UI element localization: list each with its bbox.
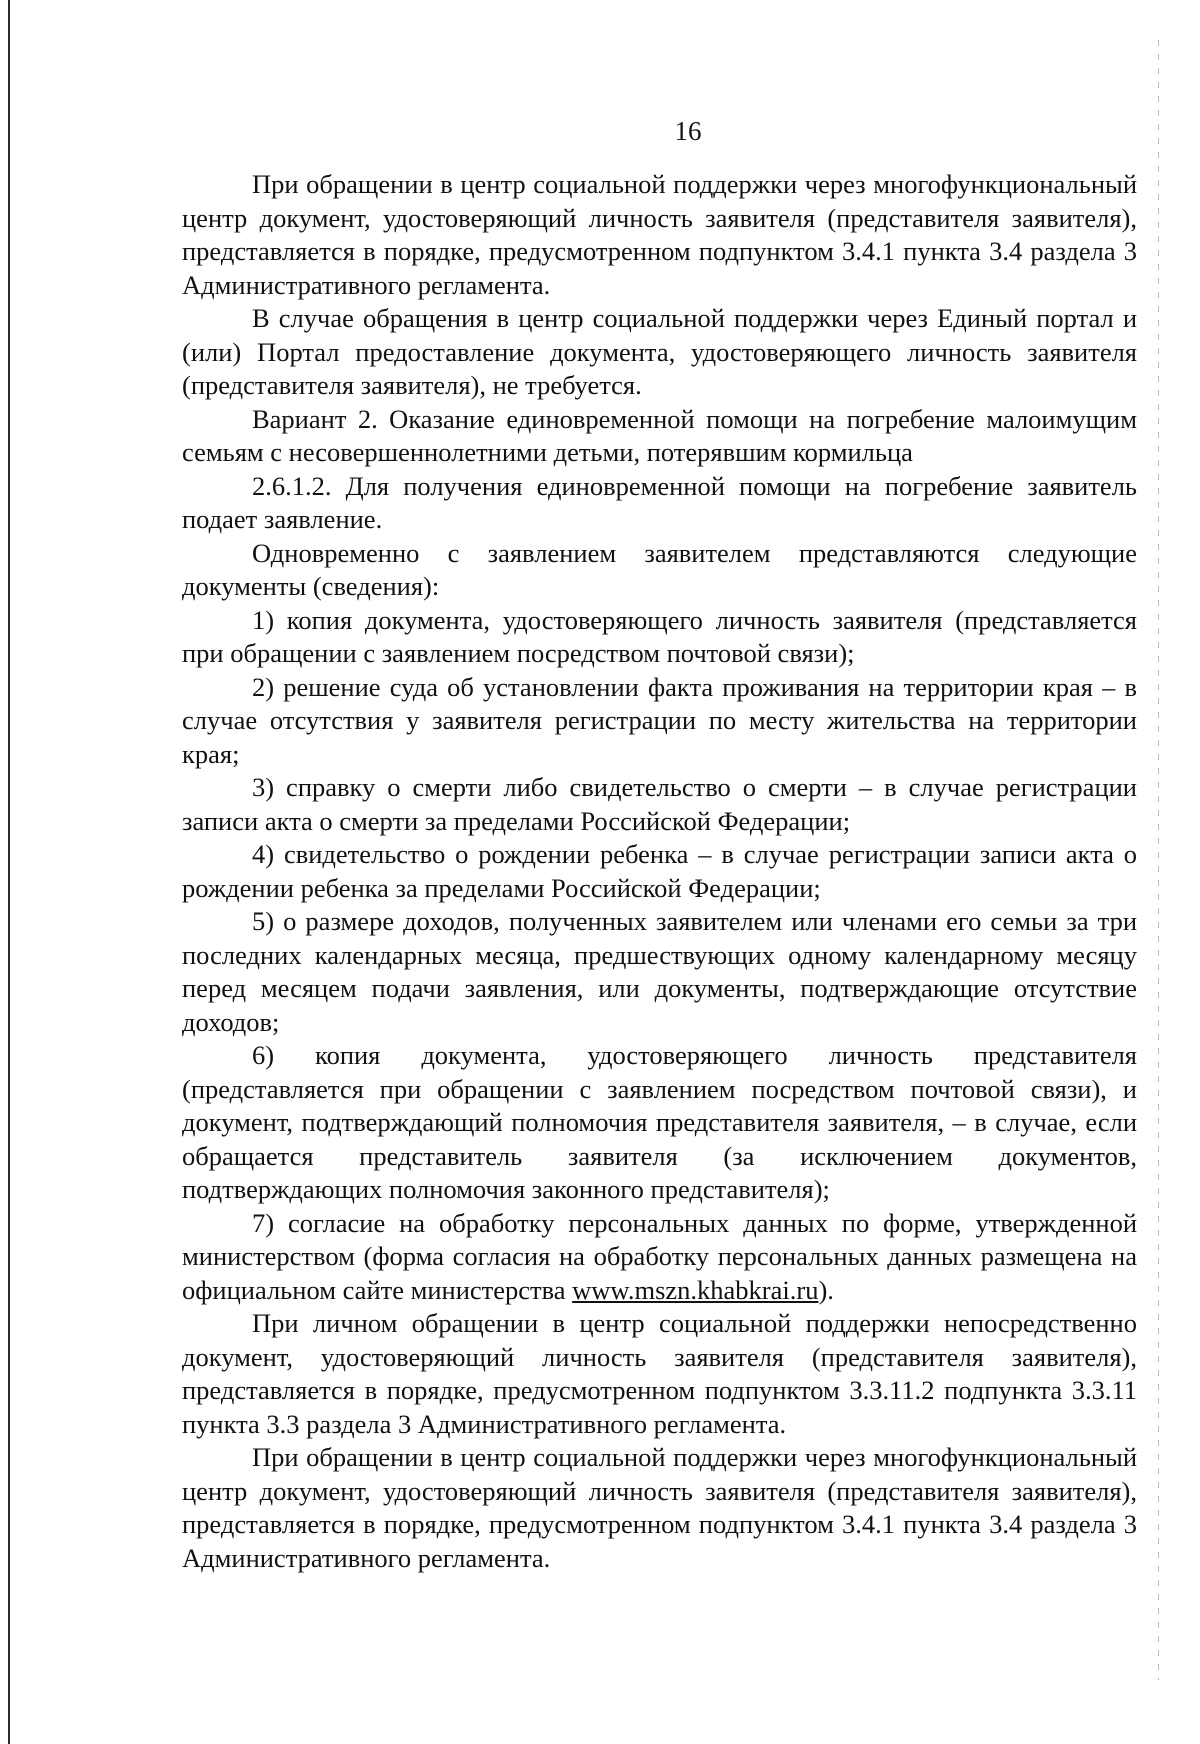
paragraph-mfc-identity-repeat: При обращении в центр социальной поддержки через многофункциональный центр документ, удостоверяющий личность заявителя (представителя заявителя), представляется в порядке, предусмотренном подпунктом 3.4.1 пункта 3.4 раздела 3 Административного регламента. (182, 1442, 1137, 1573)
list-item-3: 3) справку о смерти либо свидетельство о смерти – в случае регистрации записи акта о смерти за пределами Российской Федерации; (182, 772, 1137, 836)
list-item-4: 4) свидетельство о рождении ребенка – в случае регистрации записи акта о рождении ребенка за пределами Российской Федерации; (182, 839, 1137, 903)
list-item-7 (182, 1207, 1137, 1308)
scan-edge-right (1158, 40, 1159, 1680)
paragraph-2-6-1-2: 2.6.1.2. Для получения единовременной помощи на погребение заявитель подает заявление. (182, 470, 1137, 534)
paragraph-personal-visit-identity: При личном обращении в центр социальной поддержки непосредственно документ, удостоверяющий личность заявителя (представителя заявителя), представляется в порядке, предусмотренном подпунктом 3.3.11.2 подпункта 3.3.11 пункта 3.3 раздела 3 Административного регламента. (182, 1308, 1137, 1439)
list-item-1: 1) копия документа, удостоверяющего личность заявителя (представляется при обращении с заявлением посредством почтовой связи); (182, 604, 1137, 668)
paragraph-variant-2: Вариант 2. Оказание единовременной помощи на погребение малоимущим семьям с несовершеннолетними детьми, потерявшим кормильца (182, 403, 1137, 467)
paragraph-mfc-identity: При обращении в центр социальной поддержки через многофункциональный центр документ, удостоверяющий личность заявителя (представителя заявителя), представляется в порядке, предусмотренном подпунктом 3.4.1 пункта 3.4 раздела 3 Административного регламента. (182, 169, 1137, 300)
list-item-7-end: ). (818, 1274, 834, 1305)
list-item-5: 5) о размере доходов, полученных заявителем или членами его семьи за три последних календарных месяца, предшествующих одному календарному месяцу перед месяцем подачи заявления, или документы, подтверждающие отсутствие доходов; (182, 906, 1137, 1037)
page-number: 16 (674, 116, 702, 146)
document-body (182, 168, 1137, 1575)
list-item-6: 6) копия документа, удостоверяющего личность представителя (представляется при обращении с заявлением посредством почтовой связи), и документ, подтверждающий полномочия представителя заявителя, – в случае, если обращается представитель заявителя (за исключением документов, подтверждающих полномочия законного представителя); (182, 1040, 1137, 1204)
list-item-2: 2) решение суда об установлении факта проживания на территории края – в случае отсутствия у заявителя регистрации по месту жительства на территории края; (182, 671, 1137, 769)
paragraph-portal-identity: В случае обращения в центр социальной поддержки через Единый портал и (или) Портал предоставление документа, удостоверяющего личность заявителя (представителя заявителя), не требуется. (182, 303, 1137, 400)
scan-edge-left (8, 0, 10, 1744)
paragraph-documents-intro: Одновременно с заявлением заявителем представляются следующие документы (сведения): (182, 537, 1137, 601)
ministry-website-link[interactable]: www.mszn.khabkrai.ru (572, 1274, 819, 1305)
list-item-7-text: 7) согласие на обработку персональных данных по форме, утвержденной министерством (форма согласия на обработку персональных данных размещена на официальном сайте министерства (182, 1207, 1137, 1305)
